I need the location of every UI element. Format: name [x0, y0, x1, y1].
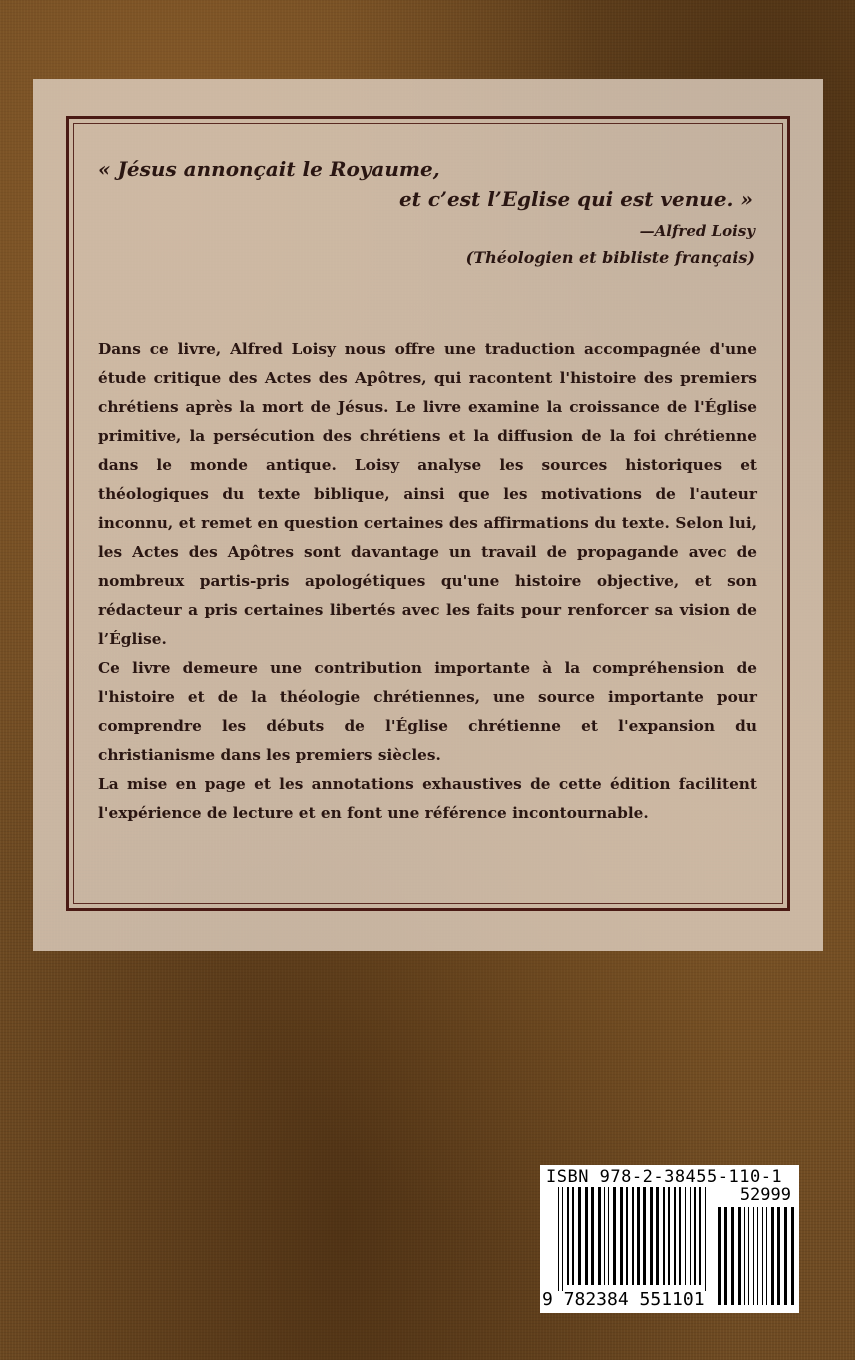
barcode-bar: [567, 1187, 569, 1285]
barcode-bar: [562, 1187, 563, 1291]
barcode-bar: [604, 1187, 605, 1285]
barcode-bar: [663, 1187, 665, 1285]
description-paragraph-3: La mise en page et les annotations exhaustives de cette édition facilitent l'expérience de lecture et en font une référence incontournable.: [98, 775, 757, 822]
barcode-bar: [613, 1187, 616, 1285]
barcode-bar: [650, 1187, 653, 1285]
epigraph-line-2: et c’est l’Eglise qui est venue. »: [398, 187, 753, 211]
barcode-bar: [718, 1207, 721, 1305]
barcode-bar: [620, 1187, 623, 1285]
epigraph-author: —Alfred Loisy: [639, 222, 755, 240]
barcode-bar: [637, 1187, 640, 1285]
barcode-bar: [598, 1187, 601, 1285]
barcode-bar: [626, 1187, 628, 1285]
barcode-bar: [591, 1187, 594, 1285]
barcode-bar: [791, 1207, 794, 1305]
barcode-bar: [762, 1207, 763, 1305]
barcode-bar: [679, 1187, 681, 1285]
barcode-bar: [738, 1207, 741, 1305]
barcode-bar: [685, 1187, 686, 1285]
barcode-bar: [608, 1187, 609, 1285]
barcode-bar: [690, 1187, 691, 1285]
barcode-bar: [753, 1207, 754, 1305]
barcode-bar: [699, 1187, 701, 1285]
isbn-label: ISBN 978-2-38455-110-1: [546, 1167, 783, 1187]
barcode-bar: [558, 1187, 559, 1291]
barcode-bar: [572, 1187, 574, 1285]
barcode-bar: [784, 1207, 787, 1305]
price-code: 52999: [739, 1185, 791, 1205]
barcode-bar: [668, 1187, 670, 1285]
barcode-bar: [757, 1207, 758, 1305]
barcode-bar: [766, 1207, 767, 1305]
barcode-bar: [656, 1187, 659, 1285]
barcode-bar: [771, 1207, 774, 1305]
barcode-bar: [674, 1187, 676, 1285]
barcode-bar: [724, 1207, 727, 1305]
barcode-bar: [643, 1187, 646, 1285]
barcode-bar: [777, 1207, 780, 1305]
description-paragraph-2: Ce livre demeure une contribution importante à la compréhension de l'histoire et de la théologie chrétiennes, une source importante pour comprendre les débuts de l'Église chrétienne et l'expansion du christianisme dans les premiers siècles.: [98, 659, 757, 764]
barcode-bar: [705, 1187, 706, 1291]
barcode-bar: [731, 1207, 734, 1305]
barcode-bar: [744, 1207, 745, 1305]
barcode-bar: [578, 1187, 581, 1285]
epigraph-line-1: « Jésus annonçait le Royaume,: [98, 157, 440, 181]
isbn-barcode: [540, 1165, 799, 1313]
barcode-bar: [632, 1187, 634, 1285]
barcode-bar: [694, 1187, 696, 1285]
ean-digits: 9 782384 551101: [542, 1289, 705, 1310]
book-description: [98, 335, 757, 828]
description-paragraph-1: Dans ce livre, Alfred Loisy nous offre une traduction accompagnée d'une étude critique des Actes des Apôtres, qui racontent l'histoire des premiers chrétiens après la mort de Jésus. Le livre examine la croissance de l'Église primitive, la persécution des chrétiens et la diffusion de la foi chrétienne dans le monde antique. Loisy analyse les sources historiques et théologiques du texte biblique, ainsi que les motivations de l'auteur inconnu, et remet en question certaines des affirmations du texte. Selon lui, les Actes des Apôtres sont davantage un travail de propagande avec de nombreux partis-pris apologétiques qu'une histoire objective, et son rédacteur a pris certaines libertés avec les faits pour renforcer sa vision de l’Église.: [98, 340, 757, 648]
epigraph-author-role: (Théologien et bibliste français): [465, 248, 755, 267]
barcode-bar: [585, 1187, 588, 1285]
barcode-bar: [748, 1207, 749, 1305]
